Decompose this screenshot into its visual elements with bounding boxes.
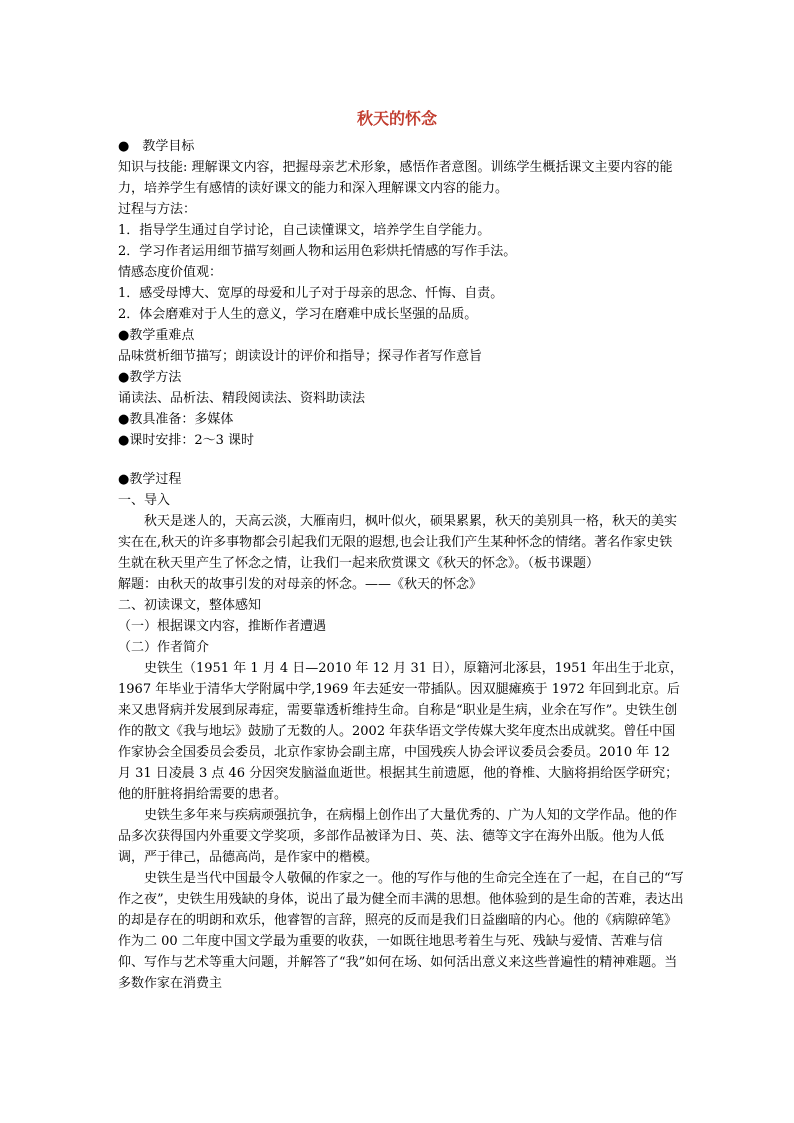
paragraph: 史铁生是当代中国最令人敬佩的作家之一。他的写作与他的生命完全连在了一起，在自己的“写作之夜”，史铁生用残缺的身体，说出了最为健全而丰满的思想。他体验到的是生命的苦难，表达出的却是存在的明朗和欢乐，他睿智的言辞，照亮的反而是我们日益幽暗的内心。他的《病隙碎笔》作为二 00 二年度中国文学最为重要的收获，一如既往地思考着生与死、残缺与爱情、苦难与信仰、写作与艺术等重大问题，并解答了“我”如何在场、如何活出意义来这些普遍性的精神难题。当多数作家在消费主 (118, 871, 684, 991)
list-item: 1．感受母博大、宽厚的母爱和儿子对于母亲的思念、忏悔、自责。 (118, 286, 504, 301)
paragraph: 品味赏析细节描写；朗读设计的评价和指导；探寻作者写作意旨 (118, 349, 483, 364)
subsection-heading: （二）作者简介 (118, 640, 210, 655)
section-heading-schedule: ●课时安排：2～3 课时 (118, 433, 255, 448)
page-title: 秋天的怀念 (356, 109, 437, 128)
paragraph: 过程与方法： (118, 202, 197, 217)
subsection-heading: （一）根据课文内容，推断作者遭遇 (118, 619, 327, 634)
paragraph: 知识与技能: 理解课文内容，把握母亲艺术形象，感悟作者意图。训练学生概括课文主要内容的能力，培养学生有感情的读好课文的能力和深入理解课文内容的能力。 (118, 160, 673, 196)
section-heading-methods: ●教学方法 (118, 370, 182, 385)
subsection-heading: 二、初读课文，整体感知 (118, 598, 262, 613)
paragraph: 史铁生多年来与疾病顽强抗争，在病榻上创作出了大量优秀的、广为人知的文学作品。他的作品多次获得国内外重要文学奖项，多部作品被译为日、英、法、德等文字在海外出版。他为人低调，严于律己，品德高尚，是作家中的楷模。 (118, 808, 678, 865)
paragraph: 诵读法、品析法、精段阅读法、资料助读法 (118, 391, 366, 406)
paragraph: 情感态度价值观： (118, 265, 223, 280)
list-item: 1．指导学生通过自学讨论，自己读懂课文，培养学生自学能力。 (118, 223, 491, 238)
spacer (118, 451, 684, 469)
paragraph: 解题：由秋天的故事引发的对母亲的怀念。——《秋天的怀念》 (118, 577, 483, 592)
document-body (118, 136, 684, 994)
list-item: 2．学习作者运用细节描写刻画人物和运用色彩烘托情感的写作手法。 (118, 244, 517, 259)
paragraph: 秋天是迷人的，天高云淡，大雁南归，枫叶似火，硕果累累，秋天的美别具一格，秋天的美实实在在,秋天的许多事物都会引起我们无限的遐想,也会让我们产生某种怀念的情绪。著名作家史铁生就在秋天里产生了怀念之情，让我们一起来欣赏课文《秋天的怀念》。（板书课题） (118, 514, 678, 571)
paragraph: 史铁生（1951 年 1 月 4 日—2010 年 12 月 31 日），原籍河北涿县，1951 年出生于北京，1967 年毕业于清华大学附属中学,1969 年去延安一带插队。因双腿瘫痪于 1972 年回到北京。后来又患肾病并发展到尿毒症，需要靠透析维持生命。自称是“职业是生病，业余在写作”。史铁生创作的散文《我与地坛》鼓励了无数的人。2002 年获华语文学传媒大奖年度杰出成就奖。曾任中国作家协会全国委员会委员，北京作家协会副主席，中国残疾人协会评议委员会委员。2010 年 12 月 31 日凌晨 3 点 46 分因突发脑溢血逝世。根据其生前遗愿，他的脊椎、大脑将捐给医学研究；他的肝脏将捐给需要的患者。 (118, 661, 683, 802)
section-heading-tools: ●教具准备：多媒体 (118, 412, 234, 427)
section-heading-key-points: ●教学重难点 (118, 328, 195, 343)
list-item: 2．体会磨难对于人生的意义，学习在磨难中成长坚强的品质。 (118, 307, 478, 322)
section-heading-process: ●教学过程 (118, 472, 182, 487)
subsection-heading: 一、导入 (118, 493, 171, 508)
section-heading-objectives: ● 教学目标 (118, 139, 195, 154)
